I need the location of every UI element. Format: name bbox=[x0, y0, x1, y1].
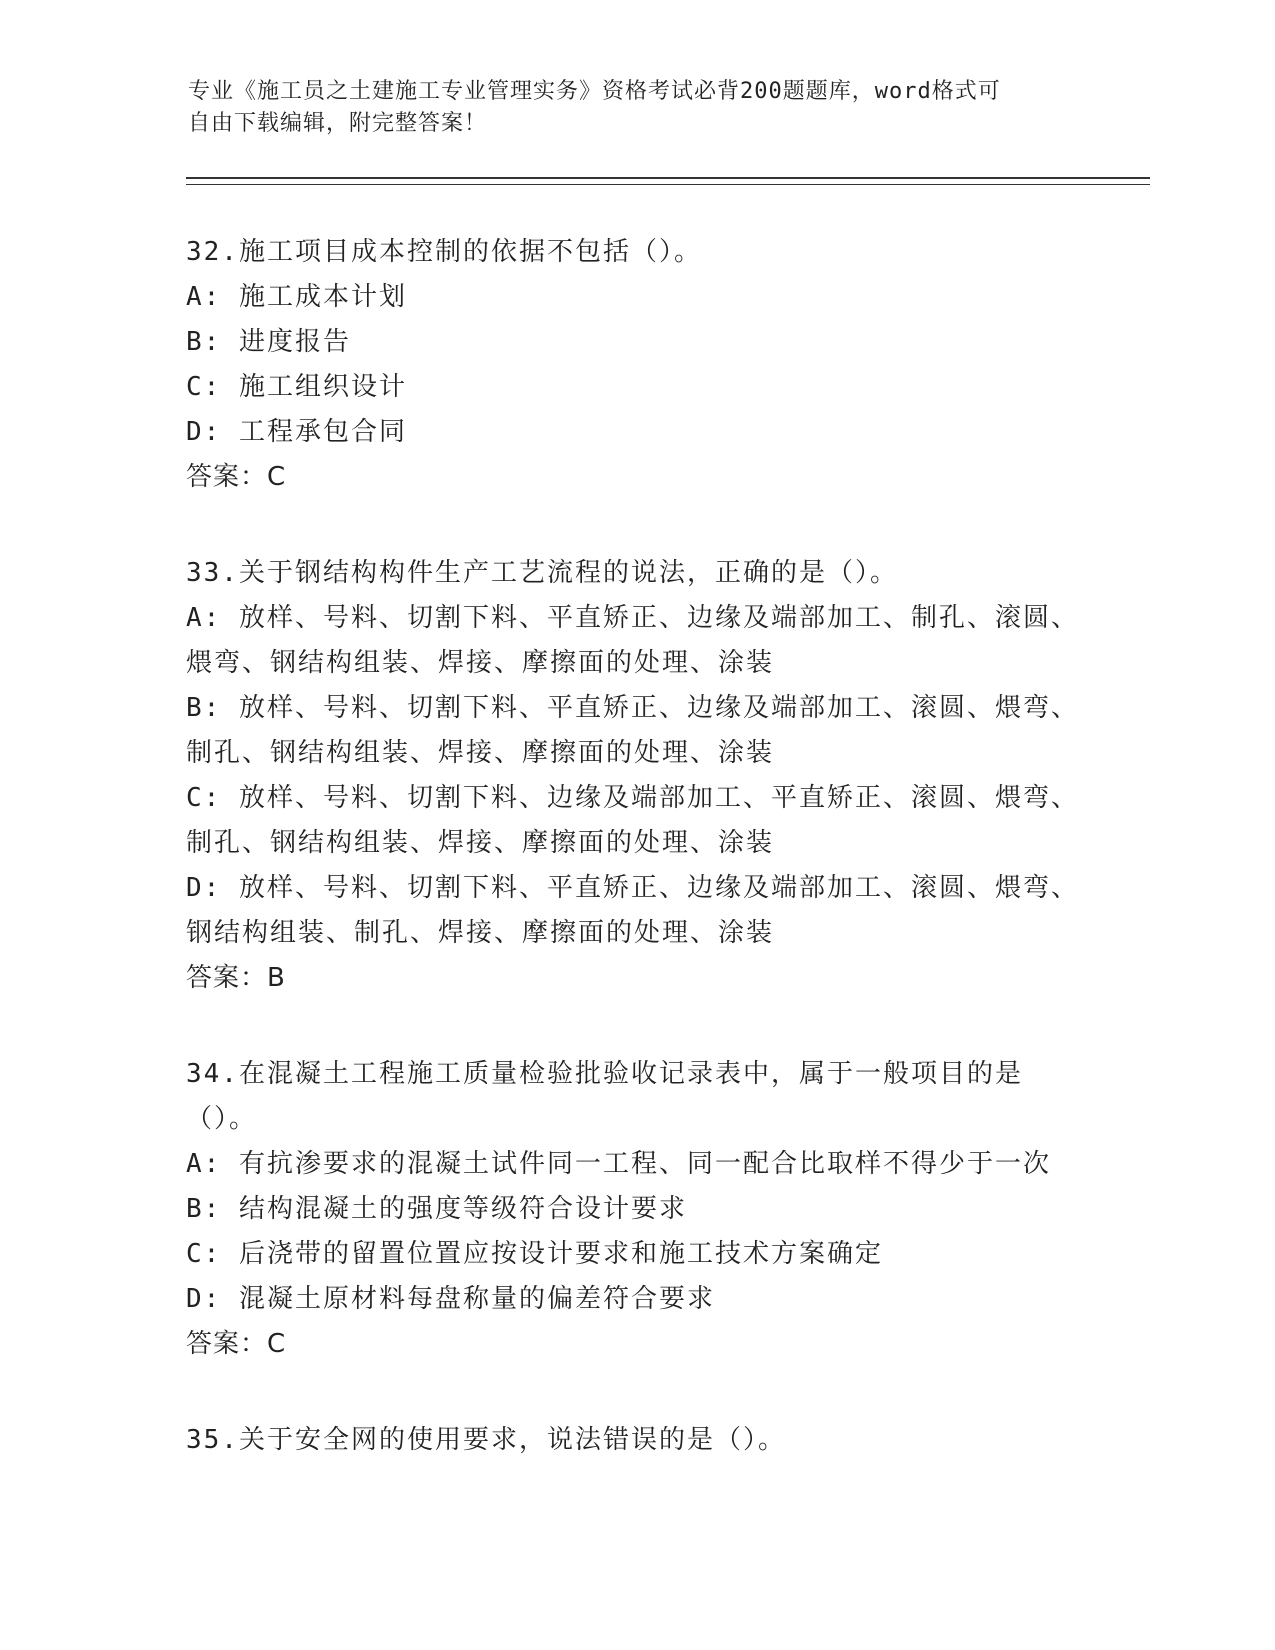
question-34 bbox=[186, 1052, 1086, 1367]
header-title-line-2: 自由下载编辑，附完整答案！ bbox=[188, 111, 488, 136]
question-list bbox=[186, 230, 1086, 1514]
option-b: B: 结构混凝土的强度等级符合设计要求 bbox=[186, 1194, 687, 1224]
option-d: D: 工程承包合同 bbox=[186, 417, 407, 447]
answer-line: 答案：C bbox=[186, 462, 287, 492]
option-c: C: 施工组织设计 bbox=[186, 372, 407, 402]
answer-line: 答案：C bbox=[186, 1329, 287, 1359]
document-header bbox=[188, 76, 1068, 140]
option-c: C: 放样、号料、切割下料、边缘及端部加工、平直矫正、滚圆、煨弯、制孔、钢结构组装、焊接、摩擦面的处理、涂装 bbox=[186, 783, 1079, 858]
option-a: A: 有抗渗要求的混凝土试件同一工程、同一配合比取样不得少于一次 bbox=[186, 1149, 1051, 1179]
option-a: A: 放样、号料、切割下料、平直矫正、边缘及端部加工、制孔、滚圆、煨弯、钢结构组装、焊接、摩擦面的处理、涂装 bbox=[186, 603, 1079, 678]
question-stem: 35.关于安全网的使用要求，说法错误的是（）。 bbox=[186, 1425, 786, 1455]
question-35 bbox=[186, 1418, 1086, 1463]
option-b: B: 进度报告 bbox=[186, 327, 351, 357]
header-divider bbox=[186, 177, 1150, 185]
question-32 bbox=[186, 230, 1086, 500]
option-d: D: 放样、号料、切割下料、平直矫正、边缘及端部加工、滚圆、煨弯、钢结构组装、制孔、焊接、摩擦面的处理、涂装 bbox=[186, 873, 1079, 948]
question-33 bbox=[186, 551, 1086, 1001]
header-title-line-1: 专业《施工员之土建施工专业管理实务》资格考试必背200题题库，word格式可 bbox=[188, 79, 1001, 104]
question-stem: 32.施工项目成本控制的依据不包括（）。 bbox=[186, 237, 702, 267]
option-c: C: 后浇带的留置位置应按设计要求和施工技术方案确定 bbox=[186, 1239, 883, 1269]
answer-line: 答案：B bbox=[186, 963, 286, 993]
option-d: D: 混凝土原材料每盘称量的偏差符合要求 bbox=[186, 1284, 715, 1314]
option-a: A: 施工成本计划 bbox=[186, 282, 407, 312]
option-b: B: 放样、号料、切割下料、平直矫正、边缘及端部加工、滚圆、煨弯、制孔、钢结构组装、焊接、摩擦面的处理、涂装 bbox=[186, 693, 1079, 768]
question-stem: 33.关于钢结构构件生产工艺流程的说法，正确的是（）。 bbox=[186, 558, 898, 588]
question-stem: 34.在混凝土工程施工质量检验批验收记录表中，属于一般项目的是（）。 bbox=[186, 1059, 1023, 1134]
